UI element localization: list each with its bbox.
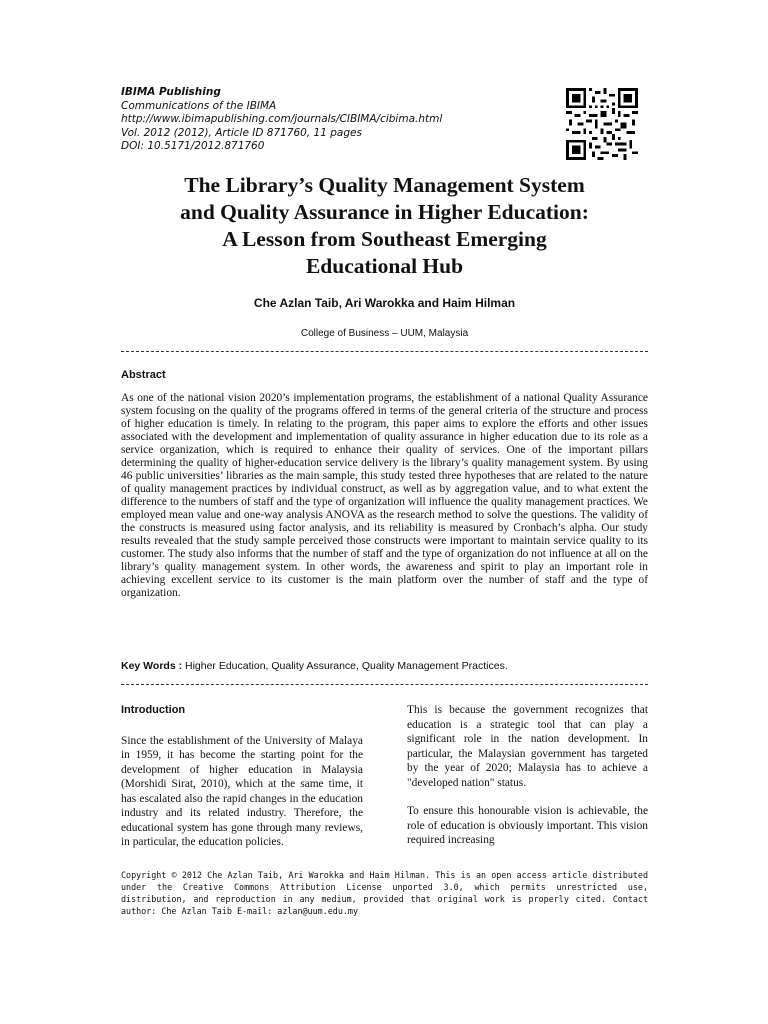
copyright-notice: Copyright © 2012 Che Azlan Taib, Ari Warokka and Haim Hilman. This is an open access article distributed under the Creative Commons Attribution License unported 3.0, which permits unrestricted use, distribution, and reproduction in any medium, provided that original work is properly cited. Contact author: Che Azlan Taib E-mail: azlan@uum.edu.my bbox=[121, 870, 648, 916]
title-line: The Library’s Quality Management System bbox=[184, 173, 585, 197]
authors: Che Azlan Taib, Ari Warokka and Haim Hilman bbox=[253, 296, 516, 310]
right-column bbox=[407, 703, 648, 862]
affiliation: College of Business – UUM, Malaysia bbox=[300, 328, 469, 339]
divider bbox=[121, 351, 648, 352]
keywords-label: Key Words : bbox=[121, 660, 183, 672]
volume-info: Vol. 2012 (2012), Article ID 871760, 11 pages bbox=[121, 126, 362, 139]
journal-url[interactable]: http://www.ibimapublishing.com/journals/CIBIMA/cibima.html bbox=[121, 113, 443, 125]
paragraph: Since the establishment of the University of Malaya in 1959, it has become the starting point for the development of higher education in Malaysia (Morshidi Sirat, 2010), which at the same time, it has escalated also the rapid changes in the education industry and its related industry. Therefore, the educational system has gone through many reviews, in particular, the education policies. bbox=[121, 734, 363, 848]
qr-code-icon bbox=[566, 88, 638, 160]
journal-name: Communications of the IBIMA bbox=[121, 99, 277, 112]
left-column bbox=[121, 703, 363, 864]
journal-header bbox=[121, 86, 541, 154]
keywords-text: Higher Education, Quality Assurance, Quality Management Practices. bbox=[182, 660, 508, 672]
abstract-text: As one of the national vision 2020’s implementation programs, the establishment of a national Quality Assurance system focusing on the quality of the programs offered in terms of the general criteria of the structure and process of higher education is timely. In relating to the program, this paper aims to explore the efforts and other issues associated with the development and implementation of quality assurance in higher education due to its role as a service organization, which is required to enhance their quality of services. One of the important pillars determining the quality of higher-education service delivery is the library’s quality management system. By using 46 public universities’ libraries as the main sample, this study tested three hypotheses that are related to the nature of quality management practices by individual construct, as well as by aggregation value, and to what extent the difference to the numbers of staff and the type of organization will influence the quality management practices. We employed mean value and one-way analysis ANOVA as the research method to solve the questions. The validity of the constructs is measured using factor analysis, and its reliability is measured by Cronbach’s alpha. Our study results revealed that the study sample perceived those constructs were important to maintain service quality to its customer. The study also informs that the number of staff and the type of organization do not influence at all on the library’s quality management system. In other words, the awareness and spirit to play an important role in achieving excellent service to its customer is the main platform over the number of staff and the type of organization. bbox=[121, 392, 648, 599]
keywords bbox=[121, 660, 648, 672]
paragraph: This is because the government recognizes that education is a strategic tool that can play a significant role in the nation development. In particular, the Malaysian government has targeted by the year of 2020; Malaysia has to achieve a "developed nation" status. bbox=[407, 704, 648, 789]
paper-title bbox=[121, 172, 648, 280]
title-line: and Quality Assurance in Higher Education: bbox=[180, 200, 589, 224]
divider bbox=[121, 684, 648, 685]
publisher: IBIMA Publishing bbox=[121, 86, 221, 98]
abstract-heading: Abstract bbox=[121, 369, 166, 381]
title-line: A Lesson from Southeast Emerging bbox=[222, 227, 547, 251]
title-line: Educational Hub bbox=[305, 254, 464, 278]
doi[interactable]: DOI: 10.5171/2012.871760 bbox=[121, 140, 265, 152]
paragraph: To ensure this honourable vision is achievable, the role of education is obviously important. This vision required increasing bbox=[407, 805, 648, 846]
introduction-heading: Introduction bbox=[121, 704, 186, 716]
